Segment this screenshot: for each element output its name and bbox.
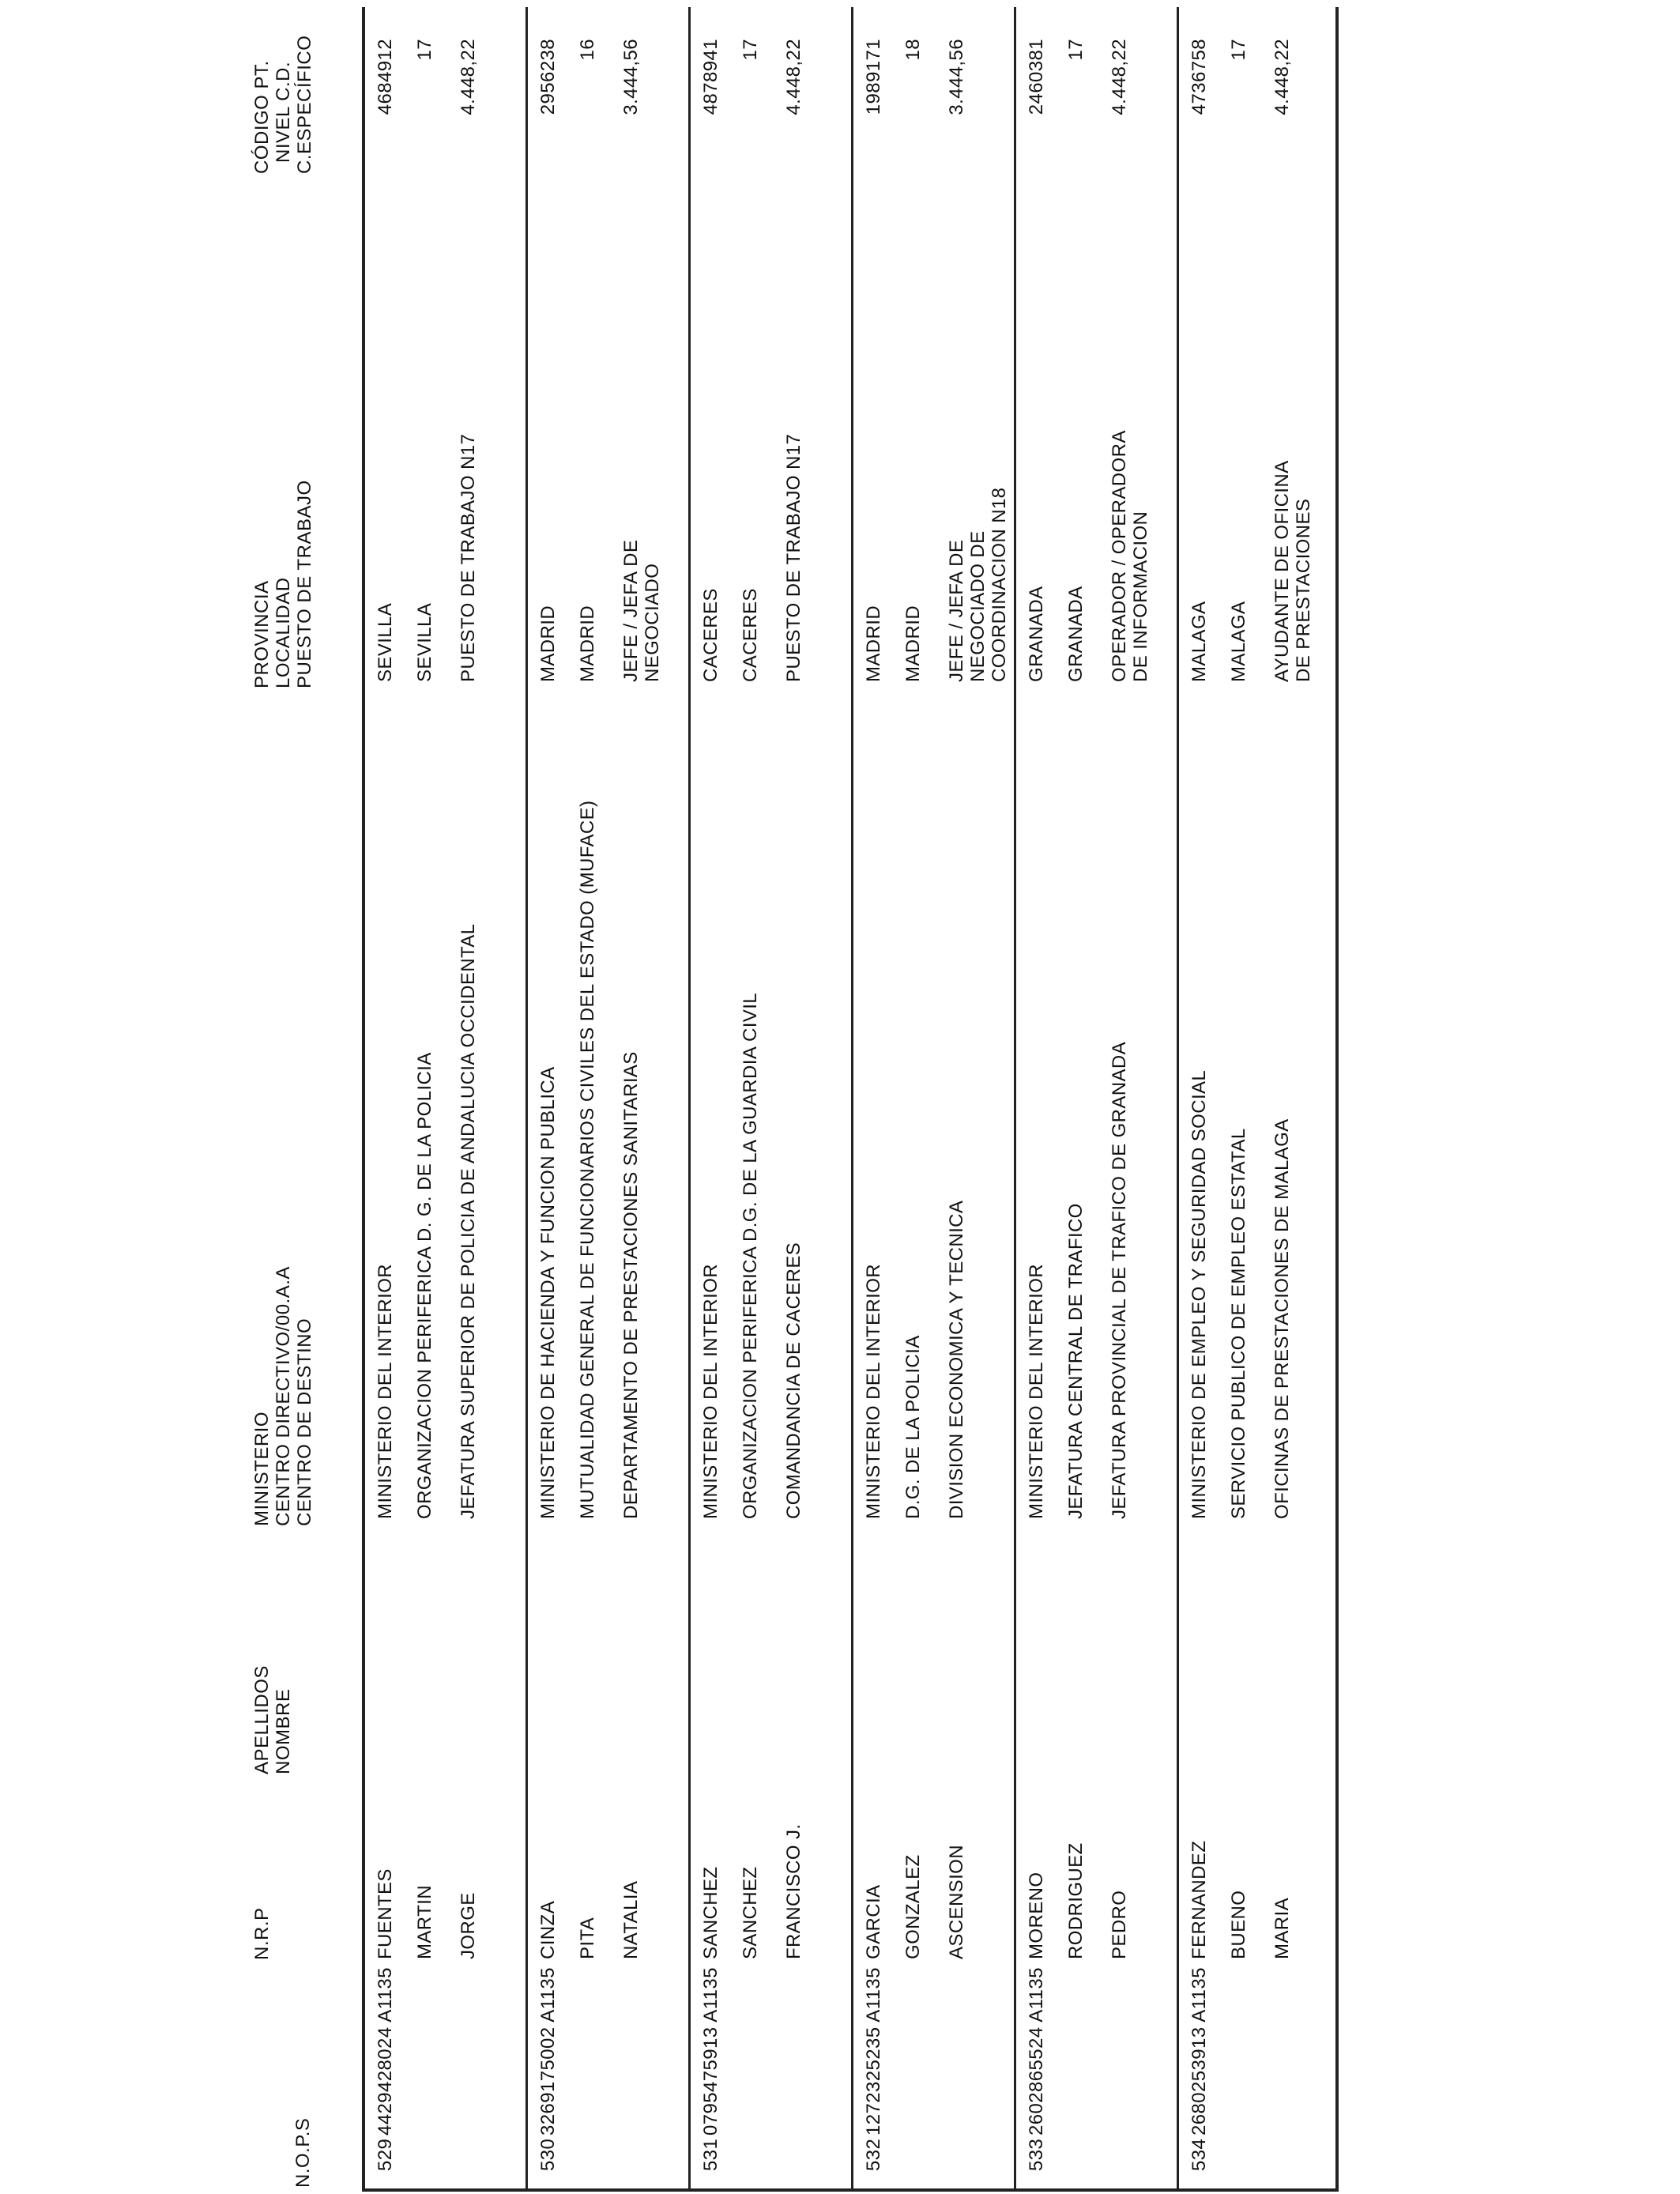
nombre-value: FRANCISCO J.: [783, 1823, 804, 1959]
nombre-value: PEDRO: [1109, 1890, 1130, 1959]
record-line-2: [740, 7, 779, 2188]
ministerio-value: MINISTERIO DE EMPLEO Y SEGURIDAD SOCIAL: [1188, 1069, 1210, 1519]
apellido2-value: SANCHEZ: [740, 1866, 761, 1959]
nivel-value: 18: [902, 39, 924, 61]
nivel-value: 17: [740, 39, 761, 61]
codigo-value: 4878941: [700, 39, 721, 115]
header-nombre: NOMBRE: [273, 1688, 294, 1774]
nrp-value: 3269175002 A1135: [537, 1967, 559, 2136]
nrp-value: 2680253913 A1135: [1188, 1967, 1210, 2136]
record-line-1: [863, 7, 902, 2188]
record-line-2: [1065, 7, 1105, 2188]
nrp-value: 0795475913 A1135: [700, 1967, 721, 2136]
record-line-3: [783, 7, 823, 2188]
header-nrp: N.R.P: [251, 1907, 273, 1960]
nops-value: 534: [1188, 2138, 1210, 2171]
nops-value: 532: [863, 2138, 884, 2171]
puesto-value: PUESTO DE TRABAJO N17: [783, 433, 804, 682]
especifico-value: 4.448,22: [1271, 39, 1293, 115]
nrp-value: 2602865524 A1135: [1026, 1967, 1047, 2136]
record-line-2: [1228, 7, 1268, 2188]
nivel-value: 17: [414, 39, 435, 61]
apellido1-value: GARCIA: [863, 1884, 884, 1959]
header-localidad: LOCALIDAD: [273, 577, 294, 688]
provincia-value: MALAGA: [1188, 601, 1210, 682]
header-ministerio: MINISTERIO: [251, 1411, 273, 1526]
record-line-3: [620, 7, 663, 2188]
centro-directivo-value: SERVICIO PUBLICO DE EMPLEO ESTATAL: [1228, 1128, 1249, 1519]
localidad-value: MALAGA: [1228, 601, 1249, 682]
centro-directivo-value: ORGANIZACION PERIFERICA D.G. DE LA GUARDIA CIVIL: [740, 992, 761, 1519]
puesto-value: AYUDANTE DE OFICINA DE PRESTACIONES: [1271, 461, 1314, 682]
record-line-3: [458, 7, 497, 2188]
ministerio-value: MINISTERIO DEL INTERIOR: [863, 1263, 884, 1519]
header-centro-directivo: CENTRO DIRECTIVO/00.A.A: [273, 1266, 294, 1526]
apellido1-value: MORENO: [1026, 1872, 1047, 1959]
record-line-3: [946, 7, 1010, 2188]
header-nops: N.O.P.S: [292, 2117, 314, 2188]
record-line-2: [577, 7, 616, 2188]
record-line-3: [1271, 7, 1314, 2188]
header-puesto: PUESTO DE TRABAJO: [294, 480, 315, 688]
header-especifico: C.ESPECÍFICO: [294, 35, 315, 174]
records-table: [362, 7, 1339, 2192]
centro-directivo-value: MUTUALIDAD GENERAL DE FUNCIONARIOS CIVILES DEL ESTADO (MUFACE): [577, 800, 598, 1519]
header-codigo: CÓDIGO PT.: [251, 60, 273, 174]
localidad-value: MADRID: [577, 605, 598, 682]
header-provincia: PROVINCIA: [251, 580, 273, 688]
nombre-value: JORGE: [458, 1892, 479, 1959]
puesto-value: JEFE / JEFA DE NEGOCIADO DE COORDINACION N18: [946, 487, 1010, 682]
record-line-2: [902, 7, 942, 2188]
header-centro-destino: CENTRO DE DESTINO: [294, 1318, 315, 1526]
header-nivel: NIVEL C.D.: [273, 61, 294, 163]
apellido2-value: PITA: [577, 1917, 598, 1959]
nrp-value: 1272325235 A1135: [863, 1967, 884, 2136]
provincia-value: MADRID: [863, 605, 884, 682]
record-line-1: [375, 7, 414, 2188]
apellido2-value: RODRIGUEZ: [1065, 1842, 1087, 1959]
especifico-value: 3.444,56: [620, 39, 642, 115]
centro-destino-value: DEPARTAMENTO DE PRESTACIONES SANITARIAS: [620, 1051, 642, 1519]
especifico-value: 4.448,22: [458, 39, 479, 115]
ministerio-value: MINISTERIO DEL INTERIOR: [1026, 1263, 1047, 1519]
record-group: [853, 7, 1016, 2188]
apellido2-value: MARTIN: [414, 1885, 435, 1959]
record-group: [1016, 7, 1179, 2188]
codigo-value: 2460381: [1026, 39, 1047, 115]
provincia-value: SEVILLA: [375, 602, 396, 682]
nops-value: 533: [1026, 2138, 1047, 2171]
apellido1-value: FUENTES: [375, 1868, 396, 1959]
apellido2-value: GONZALEZ: [902, 1854, 924, 1959]
centro-directivo-value: JEFATURA CENTRAL DE TRAFICO: [1065, 1203, 1087, 1519]
provincia-value: CACERES: [700, 588, 721, 682]
centro-directivo-value: ORGANIZACION PERIFERICA D. G. DE LA POLICIA: [414, 1052, 435, 1519]
apellido2-value: BUENO: [1228, 1890, 1249, 1959]
nrp-value: 4429428024 A1135: [375, 1967, 396, 2136]
especifico-value: 4.448,22: [1109, 39, 1130, 115]
header-apellidos: APELLIDOS: [251, 1665, 273, 1774]
table-header: [251, 0, 338, 2194]
apellido1-value: SANCHEZ: [700, 1866, 721, 1959]
codigo-value: 2956238: [537, 39, 559, 115]
provincia-value: MADRID: [537, 605, 559, 682]
puesto-value: PUESTO DE TRABAJO N17: [458, 433, 479, 682]
record-line-1: [1188, 7, 1228, 2188]
nops-value: 531: [700, 2138, 721, 2171]
record-line-2: [414, 7, 454, 2188]
codigo-value: 4736758: [1188, 39, 1210, 115]
apellido1-value: FERNANDEZ: [1188, 1840, 1210, 1959]
apellido1-value: CINZA: [537, 1901, 559, 1959]
especifico-value: 4.448,22: [783, 39, 804, 115]
puesto-value: OPERADOR / OPERADORA DE INFORMACION: [1109, 431, 1151, 682]
record-group: [528, 7, 691, 2188]
provincia-value: GRANADA: [1026, 586, 1047, 682]
ministerio-value: MINISTERIO DE HACIENDA Y FUNCION PUBLICA: [537, 1066, 559, 1519]
codigo-value: 4684912: [375, 39, 396, 115]
nivel-value: 16: [577, 39, 598, 61]
centro-directivo-value: D.G. DE LA POLICIA: [902, 1335, 924, 1519]
nombre-value: NATALIA: [620, 1880, 642, 1959]
nivel-value: 17: [1065, 39, 1087, 61]
record-group: [1179, 7, 1339, 2188]
centro-destino-value: OFICINAS DE PRESTACIONES DE MALAGA: [1271, 1118, 1293, 1519]
nivel-value: 17: [1228, 39, 1249, 61]
puesto-value: JEFE / JEFA DE NEGOCIADO: [620, 539, 663, 682]
localidad-value: SEVILLA: [414, 602, 435, 682]
record-line-3: [1109, 7, 1151, 2188]
nombre-value: MARIA: [1271, 1897, 1293, 1959]
record-line-1: [537, 7, 577, 2188]
ministerio-value: MINISTERIO DEL INTERIOR: [375, 1263, 396, 1519]
centro-destino-value: DIVISION ECONOMICA Y TECNICA: [946, 1200, 967, 1519]
localidad-value: CACERES: [740, 588, 761, 682]
localidad-value: GRANADA: [1065, 586, 1087, 682]
ministerio-value: MINISTERIO DEL INTERIOR: [700, 1263, 721, 1519]
record-group: [691, 7, 853, 2188]
centro-destino-value: JEFATURA PROVINCIAL DE TRAFICO DE GRANADA: [1109, 1041, 1130, 1519]
especifico-value: 3.444,56: [946, 39, 967, 115]
nops-value: 529: [375, 2138, 396, 2171]
record-line-1: [1026, 7, 1065, 2188]
centro-destino-value: JEFATURA SUPERIOR DE POLICIA DE ANDALUCIA OCCIDENTAL: [458, 923, 479, 1519]
codigo-value: 1989171: [863, 39, 884, 115]
nops-value: 530: [537, 2138, 559, 2171]
nombre-value: ASCENSION: [946, 1845, 967, 1959]
centro-destino-value: COMANDANCIA DE CACERES: [783, 1242, 804, 1519]
localidad-value: MADRID: [902, 605, 924, 682]
record-line-1: [700, 7, 740, 2188]
record-group: [365, 7, 528, 2188]
